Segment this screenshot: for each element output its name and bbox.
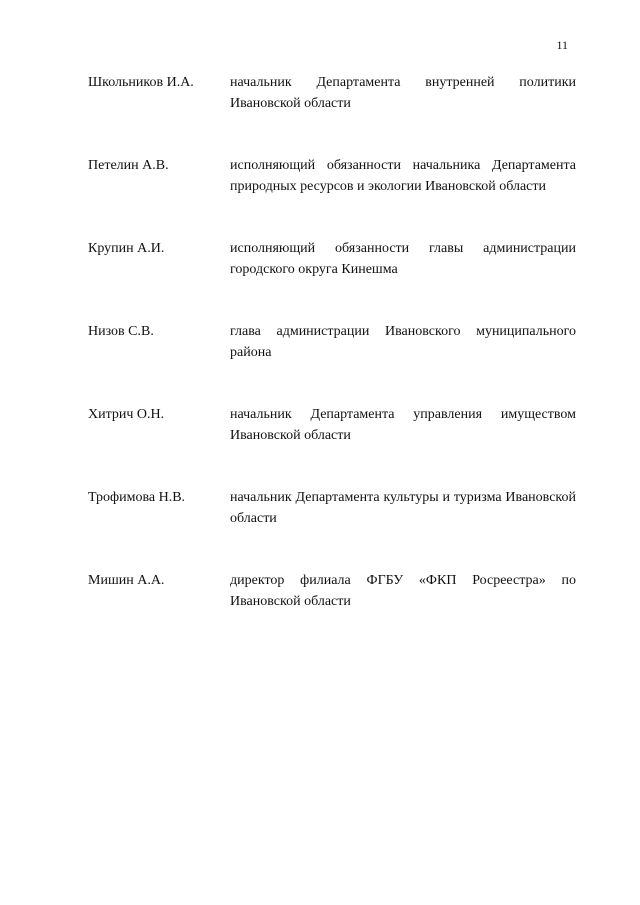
person-name: Низов С.В. xyxy=(88,324,154,339)
roster-entry xyxy=(88,487,576,529)
person-name: Мишин А.А. xyxy=(88,573,165,588)
roster-entry xyxy=(88,72,576,114)
person-name: Хитрич О.Н. xyxy=(88,407,165,422)
attendee-roster xyxy=(88,72,576,653)
person-position: глава администрации Ивановского муниципального района xyxy=(230,324,576,360)
roster-entry xyxy=(88,404,576,446)
person-position: исполняющий обязанности начальника Департамента природных ресурсов и экологии Ивановской области xyxy=(230,158,576,194)
person-position: директор филиала ФГБУ «ФКП Росреестра» по Ивановской области xyxy=(230,573,576,609)
roster-entry xyxy=(88,321,576,363)
person-position: начальник Департамента культуры и туризма Ивановской области xyxy=(230,490,576,526)
person-name: Трофимова Н.В. xyxy=(88,490,186,505)
person-position: начальник Департамента управления имуществом Ивановской области xyxy=(230,407,576,443)
person-name: Петелин А.В. xyxy=(88,158,169,173)
roster-entry xyxy=(88,238,576,280)
person-position: начальник Департамента внутренней политики Ивановской области xyxy=(230,75,576,111)
roster-entry xyxy=(88,570,576,612)
person-name: Крупин А.И. xyxy=(88,241,165,256)
person-position: исполняющий обязанности главы администрации городского округа Кинешма xyxy=(230,241,576,277)
person-name: Школьников И.А. xyxy=(88,75,194,90)
page-number: 11 xyxy=(556,38,568,52)
roster-entry xyxy=(88,155,576,197)
